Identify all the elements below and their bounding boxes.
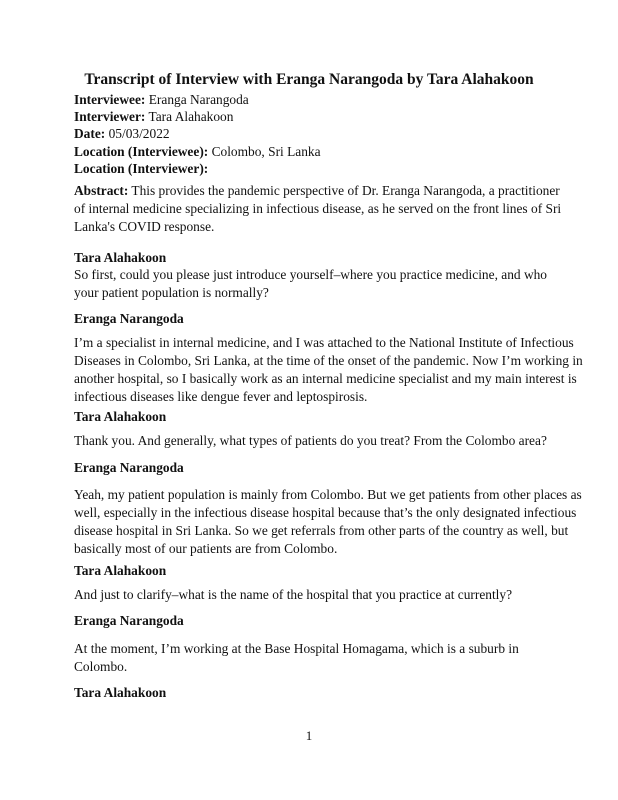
utterance-line: well, especially in the infectious disease hospital because that’s the only designated infectious	[74, 505, 577, 520]
meta-label: Location (Interviewer):	[74, 160, 209, 176]
metadata-block	[74, 91, 321, 177]
utterance-line: At the moment, I’m working at the Base Hospital Homagama, which is a suburb in	[74, 641, 519, 656]
speaker-name: Tara Alahakoon	[74, 563, 167, 578]
speaker-name: Tara Alahakoon	[74, 409, 167, 424]
utterance-line: Colombo.	[74, 659, 128, 674]
meta-label: Interviewee:	[74, 92, 146, 107]
utterance-line: your patient population is normally?	[74, 285, 269, 300]
utterance-paragraph	[74, 334, 583, 406]
meta-interviewee	[74, 91, 321, 108]
utterance-paragraph	[74, 266, 548, 302]
utterance-line: basically most of our patients are from Colombo.	[74, 541, 338, 556]
utterance-paragraph	[74, 486, 582, 558]
speaker-name: Eranga Narangoda	[74, 613, 184, 628]
abstract-paragraph	[74, 182, 562, 236]
abstract-line: Abstract: This provides the pandemic perspective of Dr. Eranga Narangoda, a practitioner	[74, 183, 560, 198]
utterance-line: another hospital, so I basically work as an internal medicine specialist and my main interest is	[74, 371, 577, 386]
meta-value: Eranga Narangoda	[145, 92, 249, 107]
speaker-name: Eranga Narangoda	[74, 460, 184, 475]
utterance-paragraph	[74, 640, 544, 676]
document-title: Transcript of Interview with Eranga Narangoda by Tara Alahakoon	[84, 71, 534, 88]
utterance-line: disease hospital in Sri Lanka. So we get referrals from other parts of the country as well, but	[74, 523, 569, 538]
meta-date	[74, 125, 321, 142]
meta-interviewer	[74, 108, 321, 125]
utterance-line: So first, could you please just introduce yourself–where you practice medicine, and who	[74, 267, 548, 282]
meta-value: Colombo, Sri Lanka	[208, 143, 321, 159]
utterance-line: I’m a specialist in internal medicine, and I was attached to the National Institute of Infectious	[74, 335, 574, 350]
meta-location-interviewee	[74, 143, 321, 160]
speaker-name: Tara Alahakoon	[74, 250, 167, 265]
meta-label: Location (Interviewee):	[74, 143, 209, 159]
meta-value: Tara Alahakoon	[145, 109, 234, 125]
utterance-line: infectious diseases like dengue fever and leptospirosis.	[74, 389, 368, 404]
utterance-line: And just to clarify–what is the name of the hospital that you practice at currently?	[74, 587, 513, 602]
abstract-line: Lanka's COVID response.	[74, 219, 215, 234]
utterance-line: Diseases in Colombo, Sri Lanka, at the time of the onset of the pandemic. Now I’m working in	[74, 353, 583, 368]
meta-label: Date:	[74, 126, 106, 142]
utterance-line: Yeah, my patient population is mainly from Colombo. But we get patients from other places as	[74, 487, 582, 502]
meta-label: Interviewer:	[74, 109, 146, 125]
speaker-name: Tara Alahakoon	[74, 685, 167, 700]
page-number: 1	[305, 728, 313, 743]
meta-location-interviewer	[74, 160, 321, 177]
meta-value: 05/03/2022	[105, 126, 170, 142]
utterance-paragraph	[74, 432, 547, 450]
utterance-paragraph	[74, 586, 544, 604]
abstract-label: Abstract:	[74, 183, 129, 198]
abstract-line: of internal medicine specializing in infectious disease, as he served on the front lines of Sri	[74, 201, 562, 216]
speaker-name: Eranga Narangoda	[74, 311, 184, 326]
utterance-line: Thank you. And generally, what types of patients do you treat? From the Colombo area?	[74, 433, 547, 448]
